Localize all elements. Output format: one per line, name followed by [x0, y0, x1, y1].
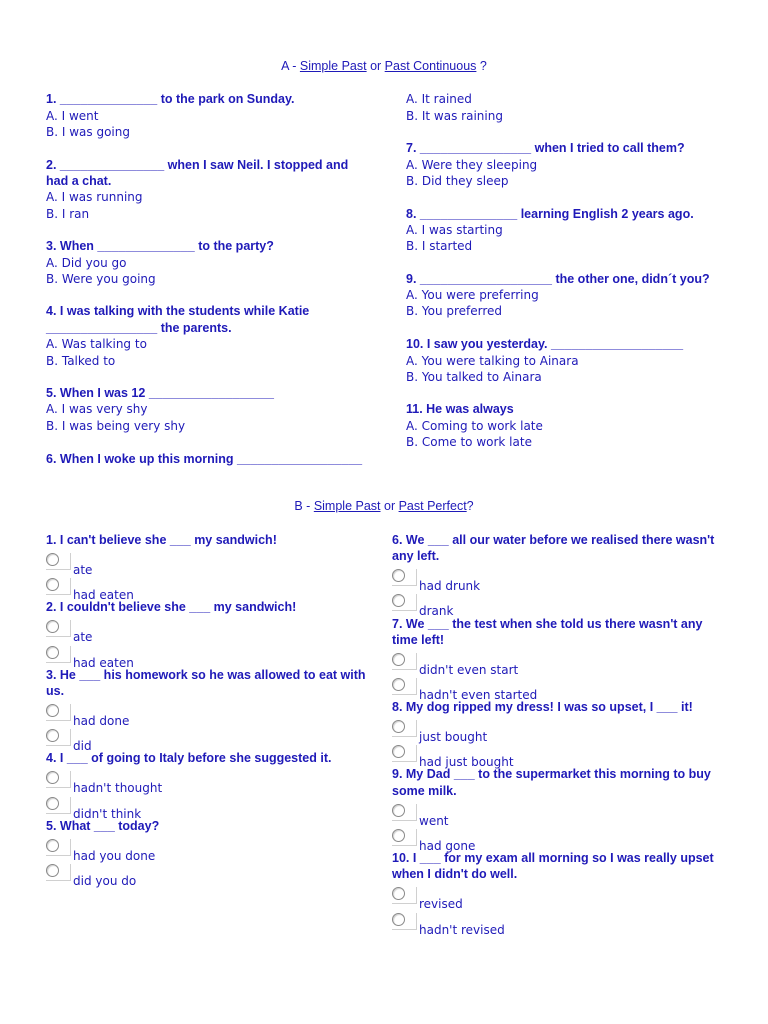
radio-button-icon[interactable] — [46, 864, 59, 877]
radio-button-icon[interactable] — [392, 594, 405, 607]
a-question-10-option-b: B. You talked to Ainara — [406, 370, 542, 384]
b-question-8: 8. My dog ripped my dress! I was so upset, I ___ it! — [392, 700, 693, 714]
radio-button-icon[interactable] — [46, 839, 59, 852]
simple-past-link[interactable]: Simple Past — [313, 499, 381, 513]
b-question-9-cont: some milk. — [392, 784, 457, 798]
option-label: just bought — [419, 730, 488, 744]
a-question-2-option-a: A. I was running — [46, 190, 143, 204]
divider — [392, 669, 416, 670]
divider — [70, 578, 71, 595]
option-label: went — [419, 814, 449, 828]
a-question-7-option-b: B. Did they sleep — [406, 174, 509, 188]
divider — [70, 646, 71, 663]
section-a-suffix: ? — [476, 59, 487, 73]
divider — [416, 594, 417, 611]
a-question-11-option-a: A. Coming to work late — [406, 419, 543, 433]
section-b-suffix: ? — [466, 499, 474, 513]
a-question-2-cont: had a chat. — [46, 174, 112, 188]
option-label: had just bought — [419, 755, 514, 769]
option-label: hadn't thought — [73, 781, 163, 795]
option-label: did — [73, 739, 92, 753]
a-question-6: 6. When I woke up this morning __________________ — [46, 452, 363, 466]
a-question-8-option-a: A. I was starting — [406, 223, 503, 237]
option-label: ate — [73, 563, 93, 577]
a-question-5-option-a: A. I was very shy — [46, 402, 148, 416]
divider — [392, 929, 416, 930]
option-label: drank — [419, 604, 454, 618]
divider — [46, 787, 70, 788]
radio-button-icon[interactable] — [392, 678, 405, 691]
radio-button-icon[interactable] — [392, 804, 405, 817]
b-question-7: 7. We ___ the test when she told us there wasn't any — [392, 617, 703, 631]
b-question-6-cont: any left. — [392, 549, 440, 563]
b-question-4: 4. I ___ of going to Italy before she suggested it. — [46, 751, 332, 765]
option-label: had done — [73, 714, 130, 728]
radio-button-icon[interactable] — [392, 720, 405, 733]
divider — [46, 594, 70, 595]
a-question-6-option-b: B. It was raining — [406, 109, 503, 123]
divider — [392, 761, 416, 762]
divider — [416, 678, 417, 695]
option-label: didn't think — [73, 807, 142, 821]
b-question-3: 3. He ___ his homework so he was allowed to eat with — [46, 668, 366, 682]
a-question-7-option-a: A. Were they sleeping — [406, 158, 538, 172]
divider — [46, 813, 70, 814]
option-label: had gone — [419, 839, 476, 853]
divider — [46, 880, 70, 881]
a-question-6-option-a: A. It rained — [406, 92, 472, 106]
divider — [70, 704, 71, 721]
radio-button-icon[interactable] — [392, 913, 405, 926]
a-question-1-option-b: B. I was going — [46, 125, 130, 139]
a-question-4-option-a: A. Was talking to — [46, 337, 147, 351]
radio-button-icon[interactable] — [46, 729, 59, 742]
divider — [416, 829, 417, 846]
simple-past-link[interactable]: Simple Past — [299, 59, 367, 73]
a-question-4-cont: ________________ the parents. — [46, 321, 232, 335]
radio-button-icon[interactable] — [46, 620, 59, 633]
divider — [70, 839, 71, 856]
radio-button-icon[interactable] — [46, 578, 59, 591]
radio-button-icon[interactable] — [46, 704, 59, 717]
divider — [70, 771, 71, 788]
a-question-2: 2. _______________ when I saw Neil. I stopped and — [46, 158, 349, 172]
divider — [46, 855, 70, 856]
a-question-9-option-a: A. You were preferring — [406, 288, 539, 302]
option-label: had eaten — [73, 656, 134, 670]
radio-button-icon[interactable] — [392, 569, 405, 582]
a-question-11: 11. He was always — [406, 402, 514, 416]
a-question-2-option-b: B. I ran — [46, 207, 90, 221]
divider — [392, 585, 416, 586]
option-label: had drunk — [419, 579, 481, 593]
divider — [416, 913, 417, 930]
divider — [70, 864, 71, 881]
a-question-10: 10. I saw you yesterday. ___________________ — [406, 337, 684, 351]
radio-button-icon[interactable] — [392, 653, 405, 666]
divider — [46, 662, 70, 663]
section-b-mid: or — [380, 499, 399, 513]
divider — [392, 845, 416, 846]
divider — [416, 720, 417, 737]
a-question-7: 7. ________________ when I tried to call them? — [406, 141, 685, 155]
divider — [392, 610, 416, 611]
a-question-4-option-b: B. Talked to — [46, 354, 116, 368]
a-question-1: 1. ______________ to the park on Sunday. — [46, 92, 295, 106]
section-a-prefix: A - — [281, 59, 300, 73]
a-question-8-option-b: B. I started — [406, 239, 473, 253]
section-a-title — [0, 59, 768, 73]
option-label: hadn't even started — [419, 688, 538, 702]
a-question-3-option-a: A. Did you go — [46, 256, 127, 270]
divider — [416, 804, 417, 821]
option-label: had you done — [73, 849, 156, 863]
option-label: didn't even start — [419, 663, 519, 677]
past-perfect-link[interactable]: Past Perfect — [398, 499, 467, 513]
divider — [70, 729, 71, 746]
b-question-10-cont: when I didn't do well. — [392, 867, 518, 881]
a-question-11-option-b: B. Come to work late — [406, 435, 532, 449]
a-question-5-option-b: B. I was being very shy — [46, 419, 186, 433]
divider — [70, 620, 71, 637]
divider — [392, 903, 416, 904]
radio-button-icon[interactable] — [46, 646, 59, 659]
option-label: had eaten — [73, 588, 134, 602]
radio-button-icon[interactable] — [392, 829, 405, 842]
section-a-mid: or — [366, 59, 385, 73]
a-question-10-option-a: A. You were talking to Ainara — [406, 354, 579, 368]
divider — [70, 797, 71, 814]
divider — [392, 820, 416, 821]
divider — [416, 569, 417, 586]
section-b-title — [0, 499, 768, 513]
divider — [46, 720, 70, 721]
divider — [392, 694, 416, 695]
a-question-1-option-a: A. I went — [46, 109, 99, 123]
b-question-3-cont: us. — [46, 684, 65, 698]
b-question-5: 5. What ___ today? — [46, 819, 160, 833]
a-question-9-option-b: B. You preferred — [406, 304, 503, 318]
a-question-8: 8. ______________ learning English 2 years ago. — [406, 207, 694, 221]
a-question-9: 9. ___________________ the other one, didn´t you? — [406, 272, 710, 286]
b-question-10: 10. I ___ for my exam all morning so I was really upset — [392, 851, 714, 865]
a-question-5: 5. When I was 12 __________________ — [46, 386, 274, 400]
divider — [46, 636, 70, 637]
divider — [46, 569, 70, 570]
divider — [416, 887, 417, 904]
divider — [416, 745, 417, 762]
b-question-9: 9. My Dad ___ to the supermarket this morning to buy — [392, 767, 711, 781]
radio-button-icon[interactable] — [46, 771, 59, 784]
divider — [416, 653, 417, 670]
radio-button-icon[interactable] — [392, 745, 405, 758]
a-question-4: 4. I was talking with the students while Katie — [46, 304, 310, 318]
divider — [392, 736, 416, 737]
b-question-2: 2. I couldn't believe she ___ my sandwich! — [46, 600, 297, 614]
section-b-prefix: B - — [294, 499, 314, 513]
option-label: revised — [419, 897, 463, 911]
past-continuous-link[interactable]: Past Continuous — [384, 59, 477, 73]
a-question-3: 3. When ______________ to the party? — [46, 239, 274, 253]
divider — [70, 553, 71, 570]
radio-button-icon[interactable] — [46, 553, 59, 566]
b-question-6: 6. We ___ all our water before we realised there wasn't — [392, 533, 715, 547]
radio-button-icon[interactable] — [46, 797, 59, 810]
a-question-3-option-b: B. Were you going — [46, 272, 156, 286]
option-label: ate — [73, 630, 93, 644]
b-question-7-cont: time left! — [392, 633, 445, 647]
b-question-1: 1. I can't believe she ___ my sandwich! — [46, 533, 277, 547]
option-label: did you do — [73, 874, 137, 888]
radio-button-icon[interactable] — [392, 887, 405, 900]
divider — [46, 745, 70, 746]
option-label: hadn't revised — [419, 923, 505, 937]
